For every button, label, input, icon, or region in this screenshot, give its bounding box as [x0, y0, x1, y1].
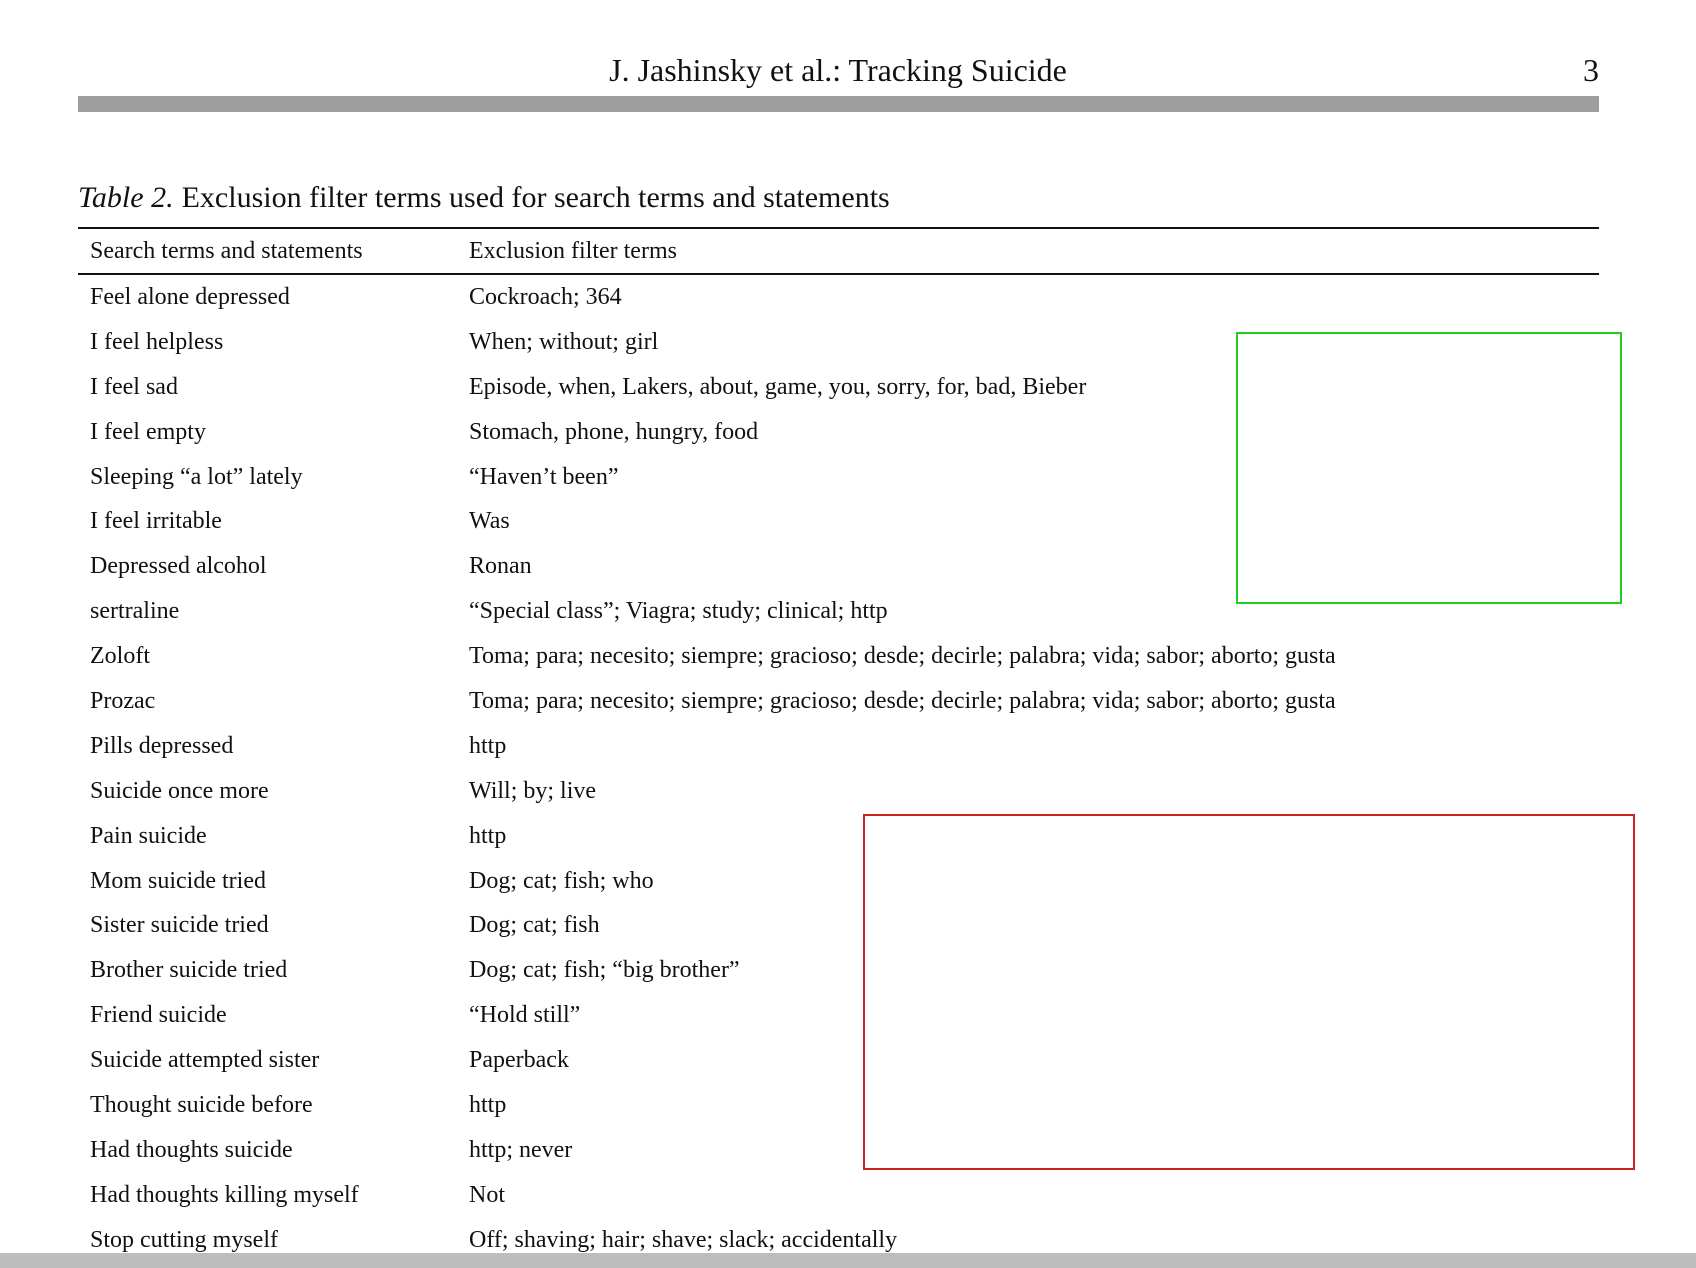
exclusion-terms-cell: Not [469, 1181, 505, 1208]
table-row [78, 724, 1599, 769]
search-term-cell: I feel sad [90, 373, 178, 400]
exclusion-terms-cell: Episode, when, Lakers, about, game, you, sorry, for, bad, Bieber [469, 373, 1087, 400]
search-term-cell: Depressed alcohol [90, 553, 267, 580]
search-term-cell: Had thoughts suicide [90, 1136, 293, 1163]
header-divider-bar [78, 96, 1599, 112]
search-term-cell: Suicide once more [90, 777, 269, 804]
search-term-cell: Suicide attempted sister [90, 1047, 320, 1074]
exclusion-terms-cell: “Haven’t been” [469, 463, 619, 490]
search-term-cell: Stop cutting myself [90, 1226, 278, 1253]
table-row [78, 679, 1599, 724]
search-term-cell: Pills depressed [90, 732, 234, 759]
search-term-cell: Mom suicide tried [90, 867, 266, 894]
table-row [78, 769, 1599, 814]
green-annotation-box [1236, 332, 1622, 604]
search-term-cell: Prozac [90, 687, 156, 714]
exclusion-terms-cell: Stomach, phone, hungry, food [469, 418, 759, 445]
search-term-cell: sertraline [90, 598, 180, 625]
exclusion-terms-cell: Ronan [469, 553, 532, 580]
table-caption-text: Exclusion filter terms used for search terms and statements [181, 181, 890, 214]
exclusion-terms-cell: Will; by; live [469, 777, 597, 804]
exclusion-terms-cell: Toma; para; necesito; siempre; gracioso; desde; decirle; palabra; vida; sabor; aborto; gusta [469, 643, 1336, 670]
page-number: 3 [1583, 52, 1599, 88]
exclusion-terms-cell: Off; shaving; hair; shave; slack; accidentally [469, 1226, 898, 1253]
search-term-cell: Sister suicide tried [90, 912, 269, 939]
search-term-cell: I feel empty [90, 418, 206, 445]
exclusion-terms-cell: Was [469, 508, 510, 535]
search-term-cell: Had thoughts killing myself [90, 1181, 359, 1208]
bottom-scroll-bar [0, 1253, 1696, 1268]
column-header-search-terms: Search terms and statements [90, 237, 363, 264]
table-caption-label: Table 2. [78, 181, 174, 214]
exclusion-terms-cell: http; never [469, 1136, 573, 1163]
table-row [78, 1173, 1599, 1218]
search-term-cell: I feel irritable [90, 508, 222, 535]
column-header-exclusion-terms: Exclusion filter terms [469, 237, 677, 264]
table-row [78, 634, 1599, 679]
exclusion-terms-cell: http [469, 1091, 507, 1118]
exclusion-terms-cell: Toma; para; necesito; siempre; gracioso; desde; decirle; palabra; vida; sabor; aborto; gusta [469, 687, 1336, 714]
table-row [78, 274, 1599, 320]
red-annotation-box [863, 814, 1635, 1170]
exclusion-terms-cell: When; without; girl [469, 328, 659, 355]
table-caption [78, 178, 890, 218]
search-term-cell: Friend suicide [90, 1002, 227, 1029]
running-title: J. Jashinsky et al.: Tracking Suicide [609, 52, 1067, 88]
exclusion-terms-cell: http [469, 822, 507, 849]
exclusion-terms-cell: Dog; cat; fish; “big brother” [469, 957, 740, 984]
search-term-cell: Zoloft [90, 643, 150, 670]
exclusion-terms-cell: Dog; cat; fish [469, 912, 600, 939]
exclusion-terms-cell: Paperback [469, 1047, 569, 1074]
exclusion-terms-cell: “Hold still” [469, 1002, 581, 1029]
table-header [78, 228, 1599, 274]
table-header-row [78, 228, 1599, 274]
exclusion-terms-cell: Dog; cat; fish; who [469, 867, 654, 894]
search-term-cell: Pain suicide [90, 822, 207, 849]
search-term-cell: Brother suicide tried [90, 957, 288, 984]
search-term-cell: Feel alone depressed [90, 283, 290, 310]
exclusion-terms-cell: “Special class”; Viagra; study; clinical; http [469, 598, 888, 625]
search-term-cell: Thought suicide before [90, 1091, 313, 1118]
exclusion-terms-cell: Cockroach; 364 [469, 283, 622, 310]
search-term-cell: I feel helpless [90, 328, 224, 355]
search-term-cell: Sleeping “a lot” lately [90, 463, 303, 490]
exclusion-terms-cell: http [469, 732, 507, 759]
